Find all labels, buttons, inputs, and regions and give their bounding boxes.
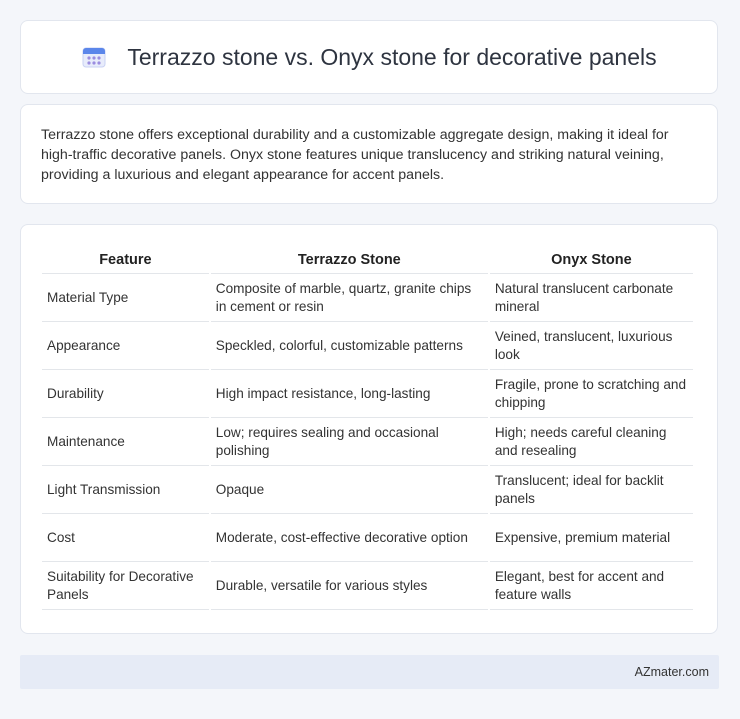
terrazzo-cell: Opaque bbox=[211, 466, 488, 514]
table-row bbox=[42, 418, 693, 466]
page-title: Terrazzo stone vs. Onyx stone for decorative panels bbox=[127, 43, 657, 70]
terrazzo-cell: Low; requires sealing and occasional polishing bbox=[211, 418, 488, 466]
table-row bbox=[42, 466, 693, 514]
feature-cell: Appearance bbox=[42, 322, 209, 370]
feature-cell: Light Transmission bbox=[42, 466, 209, 514]
feature-cell: Suitability for Decorative Panels bbox=[42, 562, 209, 610]
feature-cell: Material Type bbox=[42, 274, 209, 322]
table-row bbox=[42, 322, 693, 370]
summary-text: Terrazzo stone offers exceptional durability and a customizable aggregate design, making it ideal for high-traffic decorative panels. Onyx stone features unique translucency and striking natural veining, providing a luxurious and elegant appearance for accent panels. bbox=[41, 127, 669, 183]
feature-cell: Maintenance bbox=[42, 418, 209, 466]
onyx-cell: Fragile, prone to scratching and chipping bbox=[490, 370, 693, 418]
table-row bbox=[42, 370, 693, 418]
header-terrazzo: Terrazzo Stone bbox=[211, 245, 488, 274]
calendar-icon bbox=[81, 44, 107, 70]
feature-cell: Cost bbox=[42, 514, 209, 562]
onyx-cell: Elegant, best for accent and feature walls bbox=[490, 562, 693, 610]
table-row bbox=[42, 562, 693, 610]
title-card bbox=[20, 20, 718, 94]
terrazzo-cell: High impact resistance, long-lasting bbox=[211, 370, 488, 418]
terrazzo-cell: Moderate, cost-effective decorative option bbox=[211, 514, 488, 562]
footer-brand: AZmater.com bbox=[634, 665, 709, 679]
summary-card bbox=[20, 104, 718, 204]
header-onyx: Onyx Stone bbox=[490, 245, 693, 274]
table-header-row bbox=[42, 245, 693, 274]
onyx-cell: Veined, translucent, luxurious look bbox=[490, 322, 693, 370]
terrazzo-cell: Speckled, colorful, customizable patterns bbox=[211, 322, 488, 370]
onyx-cell: Natural translucent carbonate mineral bbox=[490, 274, 693, 322]
onyx-cell: Expensive, premium material bbox=[490, 514, 693, 562]
terrazzo-cell: Composite of marble, quartz, granite chips in cement or resin bbox=[211, 274, 488, 322]
comparison-card bbox=[20, 224, 718, 634]
table-row bbox=[42, 274, 693, 322]
feature-cell: Durability bbox=[42, 370, 209, 418]
table-row bbox=[42, 514, 693, 562]
onyx-cell: Translucent; ideal for backlit panels bbox=[490, 466, 693, 514]
comparison-table bbox=[40, 245, 695, 610]
terrazzo-cell: Durable, versatile for various styles bbox=[211, 562, 488, 610]
header-feature: Feature bbox=[42, 245, 209, 274]
onyx-cell: High; needs careful cleaning and resealing bbox=[490, 418, 693, 466]
footer-bar bbox=[20, 655, 719, 689]
